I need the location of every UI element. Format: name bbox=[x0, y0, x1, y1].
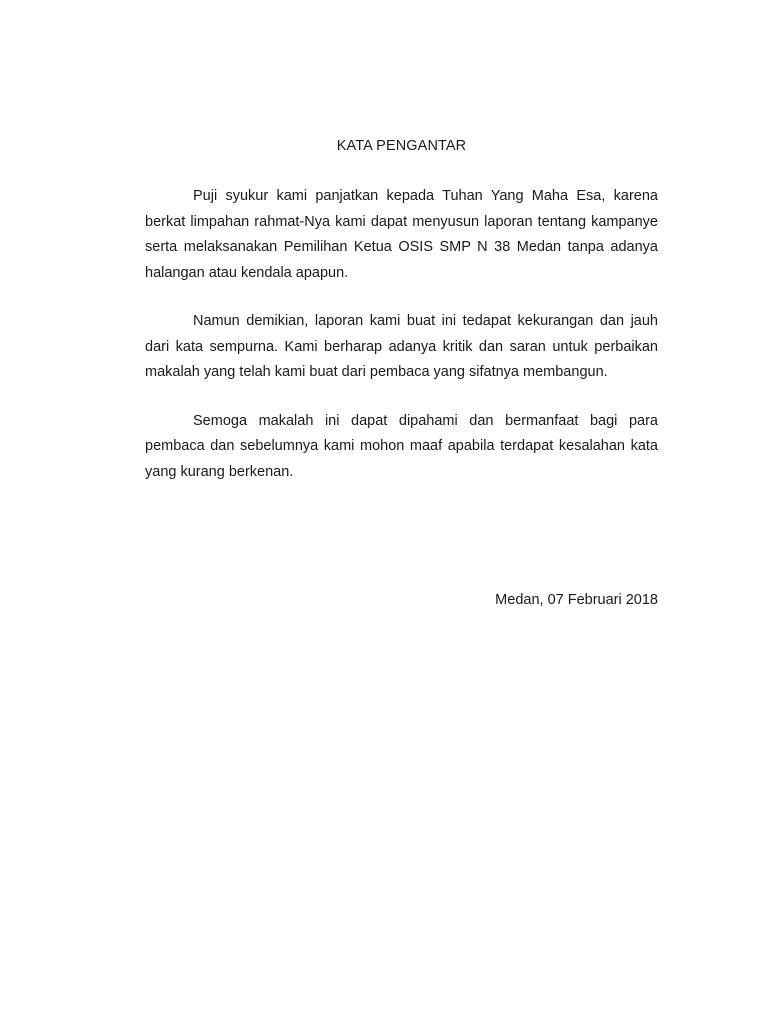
document-body bbox=[145, 184, 658, 508]
page-title: KATA PENGANTAR bbox=[336, 138, 467, 154]
place-date: Medan, 07 Februari 2018 bbox=[495, 592, 658, 608]
paragraph-2: Namun demikian, laporan kami buat ini tedapat kekurangan dan jauh dari kata sempurna. Kami berharap adanya kritik dan saran untuk perbaikan makalah yang telah kami buat dari pembaca yang sifatnya membangun. bbox=[145, 313, 658, 380]
paragraph-1: Puji syukur kami panjatkan kepada Tuhan Yang Maha Esa, karena berkat limpahan rahmat-Nya kami dapat menyusun laporan tentang kampanye serta melaksanakan Pemilihan Ketua OSIS SMP N 38 Medan tanpa adanya halangan atau kendala apapun. bbox=[145, 188, 658, 281]
paragraph-3: Semoga makalah ini dapat dipahami dan bermanfaat bagi para pembaca dan sebelumnya kami mohon maaf apabila terdapat kesalahan kata yang kurang berkenan. bbox=[145, 412, 658, 480]
